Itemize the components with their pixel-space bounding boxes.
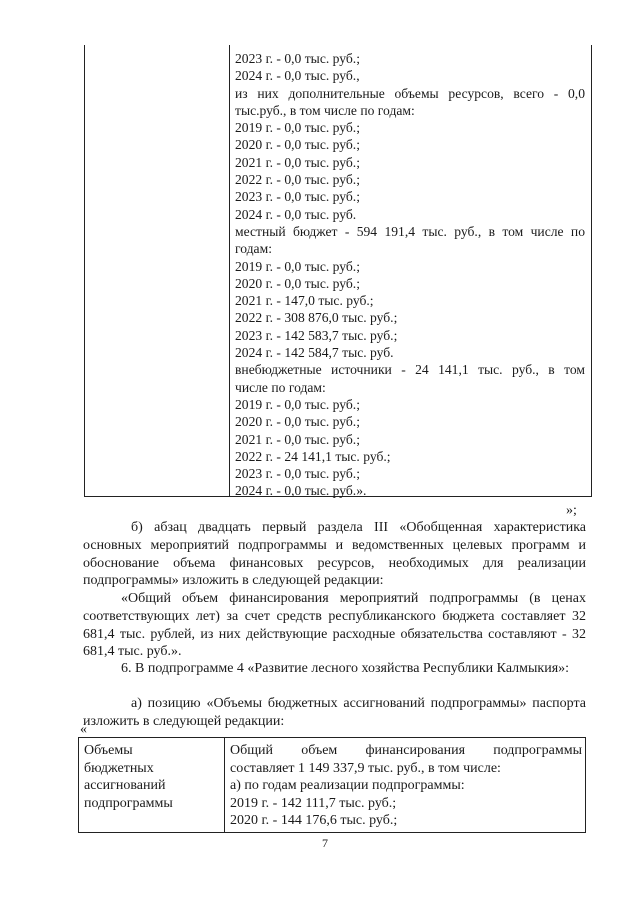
year-line: 2019 г. - 0,0 тыс. руб.;: [235, 258, 360, 274]
year-line: 2022 г. - 24 141,1 тыс. руб.;: [235, 448, 391, 464]
page-number: 7: [322, 836, 328, 850]
position-label-cell: [84, 742, 219, 812]
paragraph-quote-text: «Общий объем финансирования мероприятий подпрограммы (в ценах соответствующих лет) за счет средств республиканского бюджета составляет 32 681,4 тыс. рублей, из них действующие расходные обязательства составляют - 32 681,4 тыс. руб.».: [83, 591, 586, 660]
year-line: 2019 г. - 142 111,7 тыс. руб.;: [230, 795, 397, 811]
paragraph-quote: [83, 590, 586, 661]
table-column-divider: [224, 738, 225, 832]
paragraph-6-text: 6. В подпрограмме 4 «Развитие лесного хозяйства Республики Калмыкия»:: [121, 661, 570, 676]
label-line: подпрограммы: [84, 795, 173, 811]
year-line: 2023 г. - 0,0 тыс. руб.;: [235, 51, 360, 66]
year-line: 2023 г. - 0,0 тыс. руб.;: [235, 189, 360, 205]
year-line: 2020 г. - 144 176,6 тыс. руб.;: [230, 813, 398, 828]
year-line: 2024 г. - 142 584,7 тыс. руб.: [235, 345, 394, 361]
total-funding-line: Общий объем финансирования подпрограммы: [230, 743, 582, 758]
year-line: 2023 г. - 142 583,7 тыс. руб.;: [235, 327, 398, 343]
paragraph-b-text: б) абзац двадцать первый раздела III «Обобщенная характеристика основных мероприятий подпрограммы и ведомственных целевых программ и обоснование объема финансовых ресурсов, необходимых для реализации подпрограммы» изложить в следующей редакции:: [83, 520, 586, 589]
label-line: Объемы: [84, 743, 133, 758]
year-line: 2019 г. - 0,0 тыс. руб.;: [235, 396, 360, 412]
year-line: 2022 г. - 0,0 тыс. руб.;: [235, 172, 360, 188]
extra-resources-line: из них дополнительные объемы ресурсов, всего - 0,0: [235, 85, 585, 101]
paragraph-a-text: а) позицию «Объемы бюджетных ассигнований подпрограммы» паспорта изложить в следующей редакции:: [83, 696, 586, 729]
local-budget-line: местный бюджет - 594 191,4 тыс. руб., в том числе по: [235, 223, 585, 239]
year-line: 2020 г. - 0,0 тыс. руб.;: [235, 137, 360, 153]
year-line: 2021 г. - 0,0 тыс. руб.;: [235, 154, 360, 170]
closing-quote: »;: [566, 503, 577, 518]
funding-table-continued: [84, 45, 592, 497]
year-line: 2023 г. - 0,0 тыс. руб.;: [235, 466, 360, 482]
year-line: 2024 г. - 0,0 тыс. руб.».: [235, 483, 367, 499]
year-line: 2024 г. - 0,0 тыс. руб.: [235, 206, 357, 222]
paragraph-b: [83, 519, 586, 590]
extrabudget-line: внебюджетные источники - 24 141,1 тыс. руб., в том: [235, 362, 585, 378]
year-line: 2024 г. - 0,0 тыс. руб.,: [235, 68, 360, 84]
by-years-line: а) по годам реализации подпрограммы:: [230, 778, 465, 793]
year-line: 2019 г. - 0,0 тыс. руб.;: [235, 120, 360, 136]
paragraph-6: [83, 660, 586, 678]
label-line: ассигнований: [84, 778, 166, 793]
position-value-cell: [230, 742, 582, 830]
opening-quote: «: [80, 722, 87, 737]
passport-funding-table: [78, 737, 586, 833]
extrabudget-line: числе по годам:: [235, 379, 326, 395]
year-line: 2020 г. - 0,0 тыс. руб.;: [235, 414, 360, 430]
year-line: 2021 г. - 147,0 тыс. руб.;: [235, 293, 374, 309]
table-column-divider: [229, 45, 230, 496]
year-line: 2022 г. - 308 876,0 тыс. руб.;: [235, 310, 398, 326]
local-budget-line: годам:: [235, 241, 272, 257]
year-line: 2021 г. - 0,0 тыс. руб.;: [235, 431, 360, 447]
year-line: 2020 г. - 0,0 тыс. руб.;: [235, 275, 360, 291]
total-funding-line: составляет 1 149 337,9 тыс. руб., в том числе:: [230, 760, 501, 776]
funding-details-cell: [235, 50, 585, 500]
label-line: бюджетных: [84, 760, 154, 776]
paragraph-a: [83, 695, 586, 731]
extra-resources-line: тыс.руб., в том числе по годам:: [235, 102, 415, 118]
